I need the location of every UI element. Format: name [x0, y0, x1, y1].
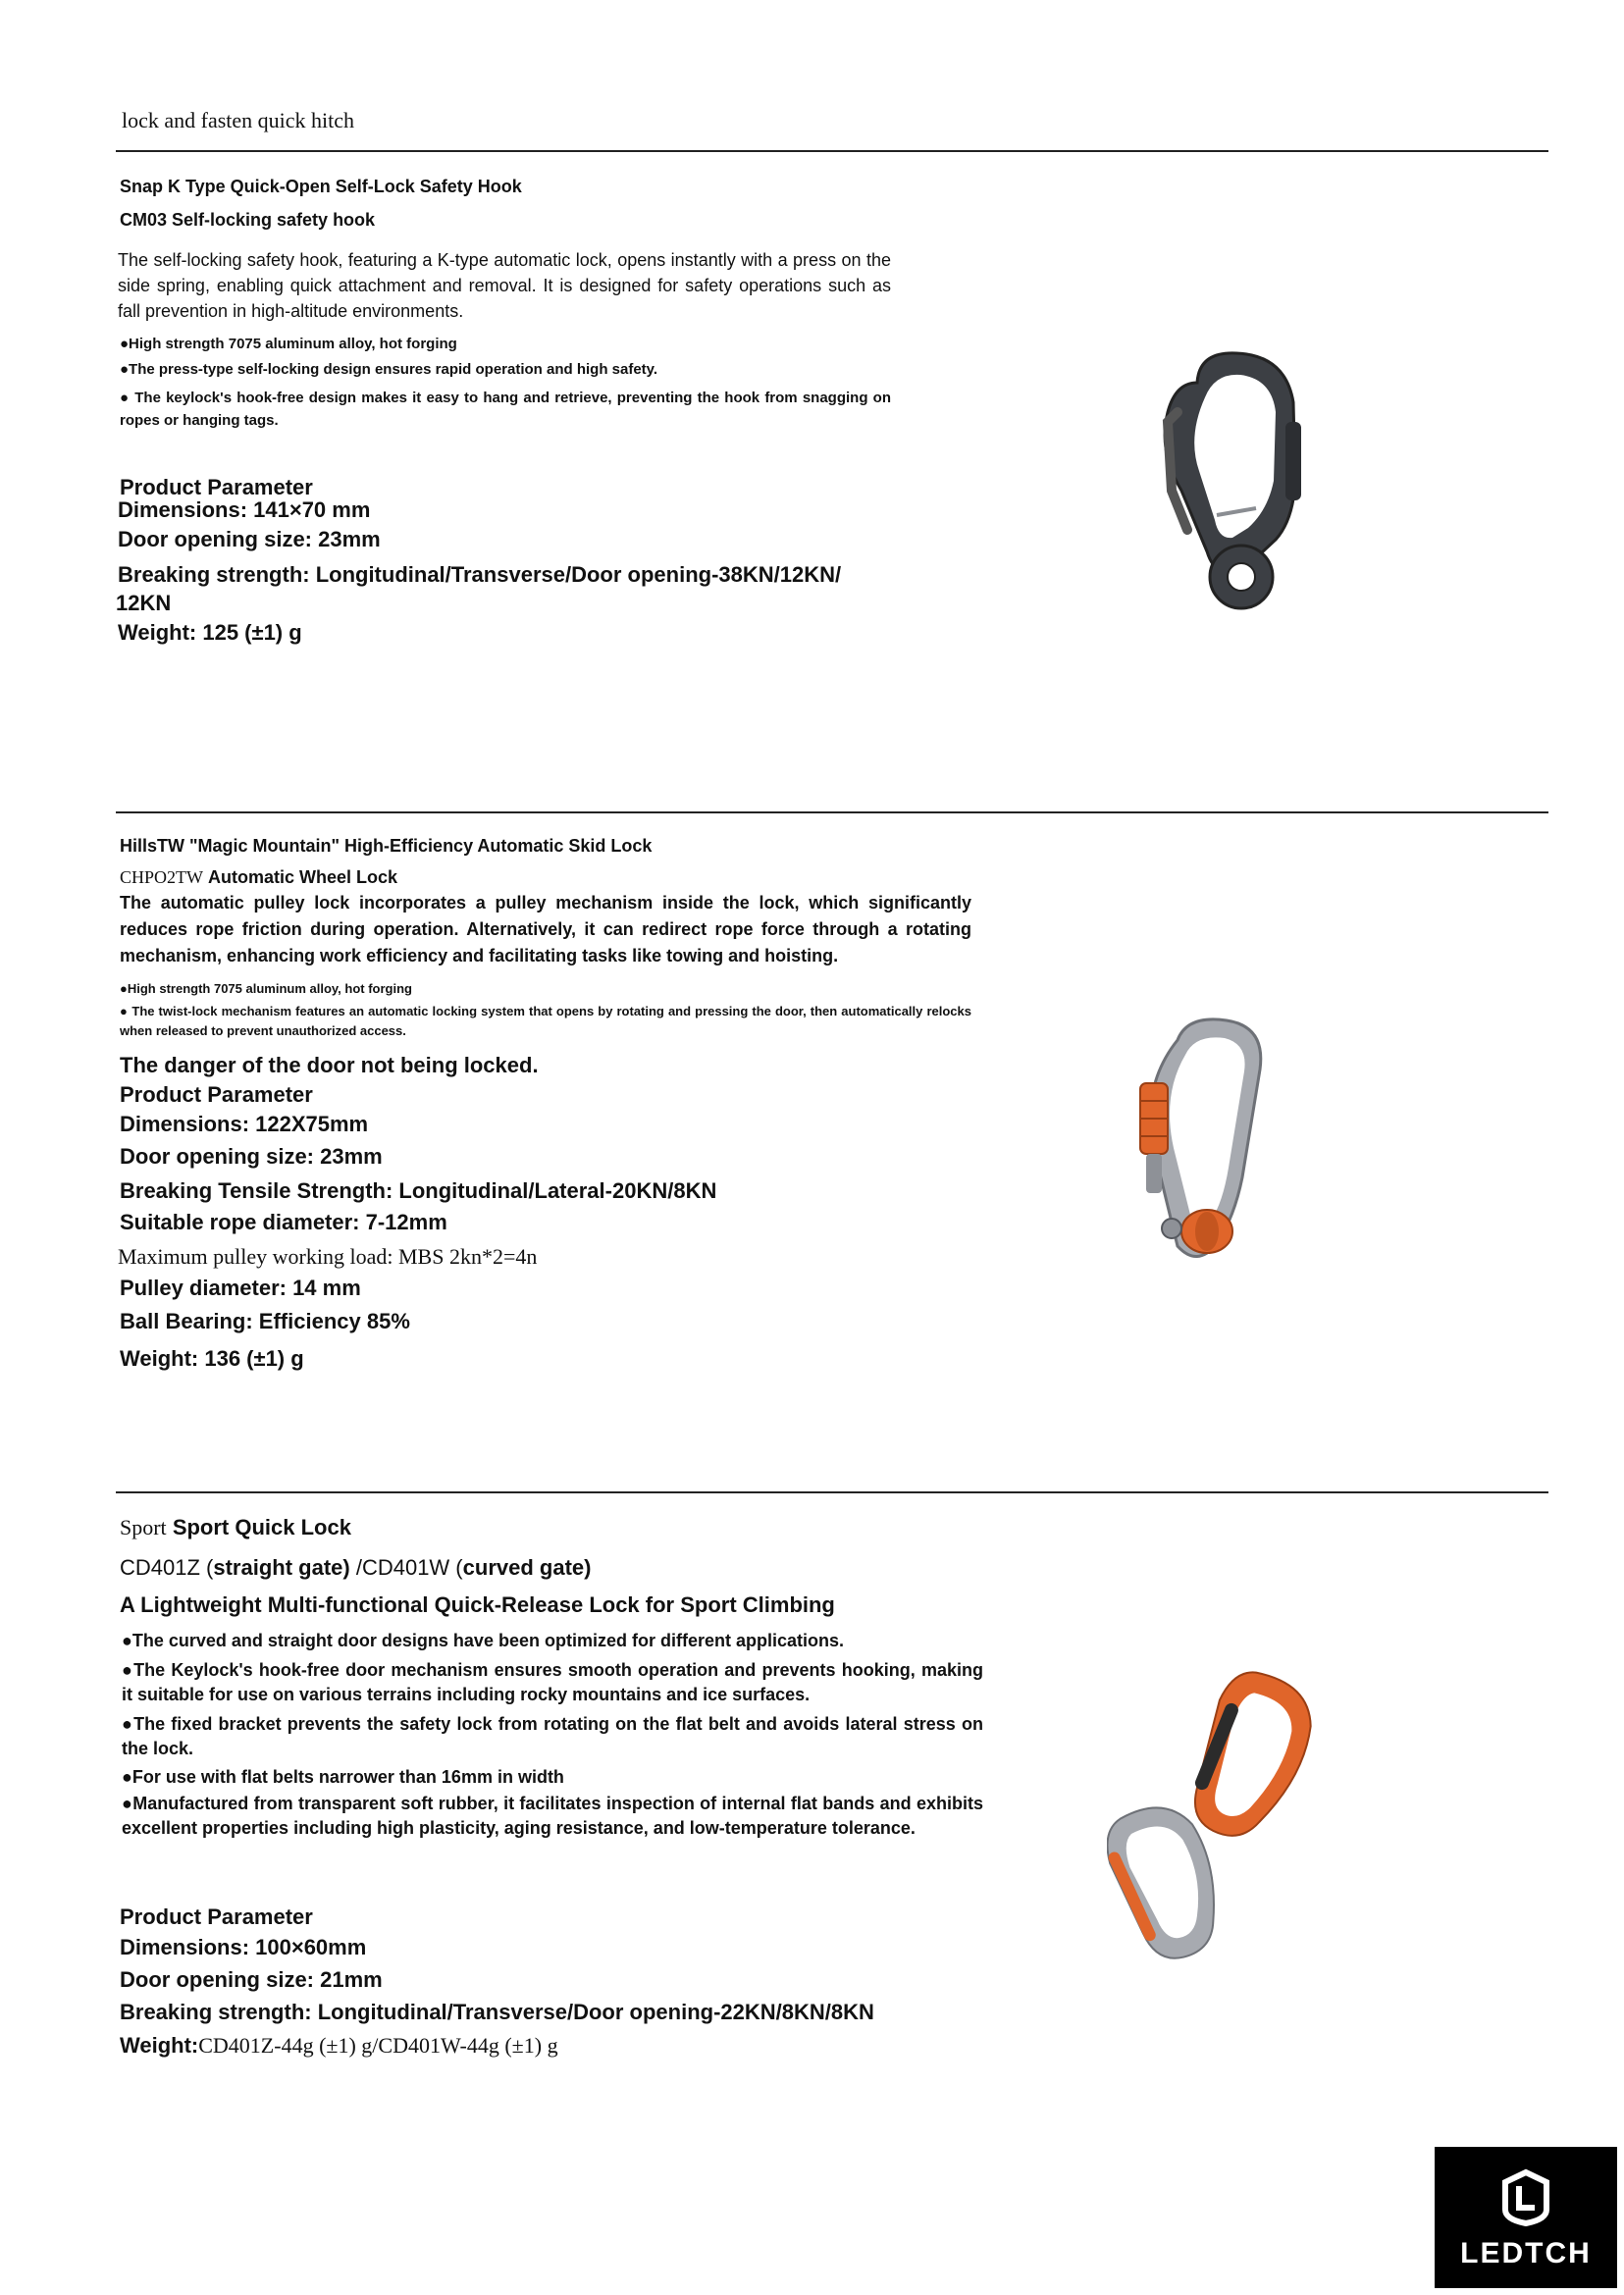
- section-divider-1: [116, 811, 1548, 813]
- param-breaking-strength-cont: 12KN: [116, 591, 172, 615]
- param-breaking-strength: Breaking strength: Longitudinal/Transverse/Door opening-38KN/12KN/: [118, 562, 842, 587]
- section3-subtitle: A Lightweight Multi-functional Quick-Release Lock for Sport Climbing: [120, 1592, 835, 1617]
- param-breaking-strength: Breaking Tensile Strength: Longitudinal/Lateral-20KN/8KN: [120, 1178, 717, 1203]
- section3-title-prefix: Sport: [120, 1515, 167, 1539]
- model-sep: /CD401W (: [349, 1555, 463, 1580]
- param-weight: Weight: 136 (±1) g: [120, 1346, 304, 1371]
- section-divider-2: [116, 1491, 1548, 1493]
- section3-weight: [120, 2031, 558, 2060]
- param-door-opening: Door opening size: 23mm: [118, 527, 381, 551]
- weight-value: CD401Z-44g (±1) g/CD401W-44g (±1) g: [198, 2033, 558, 2058]
- param-weight: Weight: 125 (±1) g: [118, 620, 302, 645]
- header-divider: [116, 150, 1548, 152]
- section2-description: The automatic pulley lock incorporates a pulley mechanism inside the lock, which significantly reduces rope friction during operation. Alternatively, it can redirect rope force through a rotating mechanism, enhancing work efficiency and facilitating tasks like towing and hoisting.: [120, 893, 971, 965]
- param-pulley-diameter: Pulley diameter: 14 mm: [120, 1276, 361, 1300]
- model-a-gate: straight gate): [213, 1555, 350, 1580]
- section1-description: The self-locking safety hook, featuring a K-type automatic lock, opens instantly with a press on the side spring, enabling quick attachment and removal. It is designed for safety operations such as fall prevention in high-altitude environments.: [118, 250, 891, 321]
- list-item: ●Manufactured from transparent soft rubber, it facilitates inspection of internal flat bands and exhibits excellent properties including high plasticity, aging resistance, and low-temperature tolerance.: [122, 1794, 983, 1838]
- param-dimensions: Dimensions: 141×70 mm: [118, 497, 371, 522]
- weight-label: Weight:: [120, 2033, 199, 2058]
- safety-hook-image: [1138, 343, 1320, 628]
- list-item: ●The Keylock's hook-free door mechanism ensures smooth operation and prevents hooking, making it suitable for use on various terrains including rocky mountains and ice surfaces.: [122, 1660, 983, 1704]
- brand-logo: [1435, 2147, 1617, 2288]
- section1-params-heading: Product Parameter: [120, 475, 313, 499]
- param-rope-diameter: Suitable rope diameter: 7-12mm: [120, 1210, 447, 1234]
- brand-logo-text: LEDTCH: [1460, 2237, 1592, 2269]
- model-b-gate: curved gate): [462, 1555, 592, 1580]
- section3-params: [120, 1933, 874, 2027]
- section2-title: HillsTW "Magic Mountain" High-Efficiency Automatic Skid Lock: [120, 836, 653, 856]
- sport-carabiners-image: [1107, 1668, 1328, 1982]
- section3-title-text: Sport Quick Lock: [172, 1515, 351, 1539]
- param-dimensions: Dimensions: 100×60mm: [120, 1935, 367, 1959]
- section2-warning: The danger of the door not being locked.: [120, 1053, 539, 1077]
- section2-model: [120, 865, 397, 889]
- param-door-opening: Door opening size: 23mm: [120, 1144, 383, 1169]
- section1-params: [118, 496, 841, 648]
- section2-params: [120, 1110, 716, 1237]
- pulley-lock-image: [1128, 1011, 1285, 1290]
- page-header-title: lock and fasten quick hitch: [122, 108, 355, 132]
- list-item: ● The twist-lock mechanism features an automatic locking system that opens by rotating and pressing the door, then automatically relocks when released to prevent unauthorized access.: [120, 1004, 971, 1038]
- param-door-opening: Door opening size: 21mm: [120, 1967, 383, 1992]
- section2-bullet-list: [120, 979, 971, 1041]
- list-item: ●The press-type self-locking design ensures rapid operation and high safety.: [120, 361, 658, 378]
- param-breaking-strength: Breaking strength: Longitudinal/Transverse/Door opening-22KN/8KN/8KN: [120, 2000, 874, 2024]
- ledtch-logo-icon: [1499, 2168, 1552, 2227]
- list-item: ●The fixed bracket prevents the safety lock from rotating on the flat belt and avoids lateral stress on the lock.: [122, 1714, 983, 1758]
- section3-models: [120, 1553, 591, 1583]
- list-item: ●For use with flat belts narrower than 16mm in width: [122, 1767, 564, 1787]
- section3-bullet-list: [122, 1629, 983, 1841]
- param-ball-bearing: Ball Bearing: Efficiency 85%: [120, 1309, 410, 1333]
- section2-params-2: [120, 1274, 410, 1374]
- section1-model: CM03 Self-locking safety hook: [120, 210, 376, 230]
- list-item: ●The curved and straight door designs have been optimized for different applications.: [122, 1631, 844, 1650]
- section2-model-code: CHPO2TW: [120, 867, 203, 887]
- section3-params-heading: Product Parameter: [120, 1904, 313, 1929]
- section2-model-name: Automatic Wheel Lock: [208, 867, 398, 887]
- model-a: CD401Z (: [120, 1555, 214, 1580]
- section1-title: Snap K Type Quick-Open Self-Lock Safety Hook: [120, 177, 522, 196]
- list-item: ● The keylock's hook-free design makes it easy to hang and retrieve, preventing the hook from snagging on ropes or hanging tags.: [120, 390, 891, 429]
- list-item: ●High strength 7075 aluminum alloy, hot forging: [120, 981, 412, 996]
- section1-bullet-list: [120, 332, 891, 432]
- list-item: ●High strength 7075 aluminum alloy, hot forging: [120, 336, 457, 352]
- param-dimensions: Dimensions: 122X75mm: [120, 1112, 369, 1136]
- section3-title: [120, 1513, 351, 1542]
- section2-pulley-load: Maximum pulley working load: MBS 2kn*2=4n: [118, 1244, 538, 1269]
- section2-params-heading: Product Parameter: [120, 1082, 313, 1107]
